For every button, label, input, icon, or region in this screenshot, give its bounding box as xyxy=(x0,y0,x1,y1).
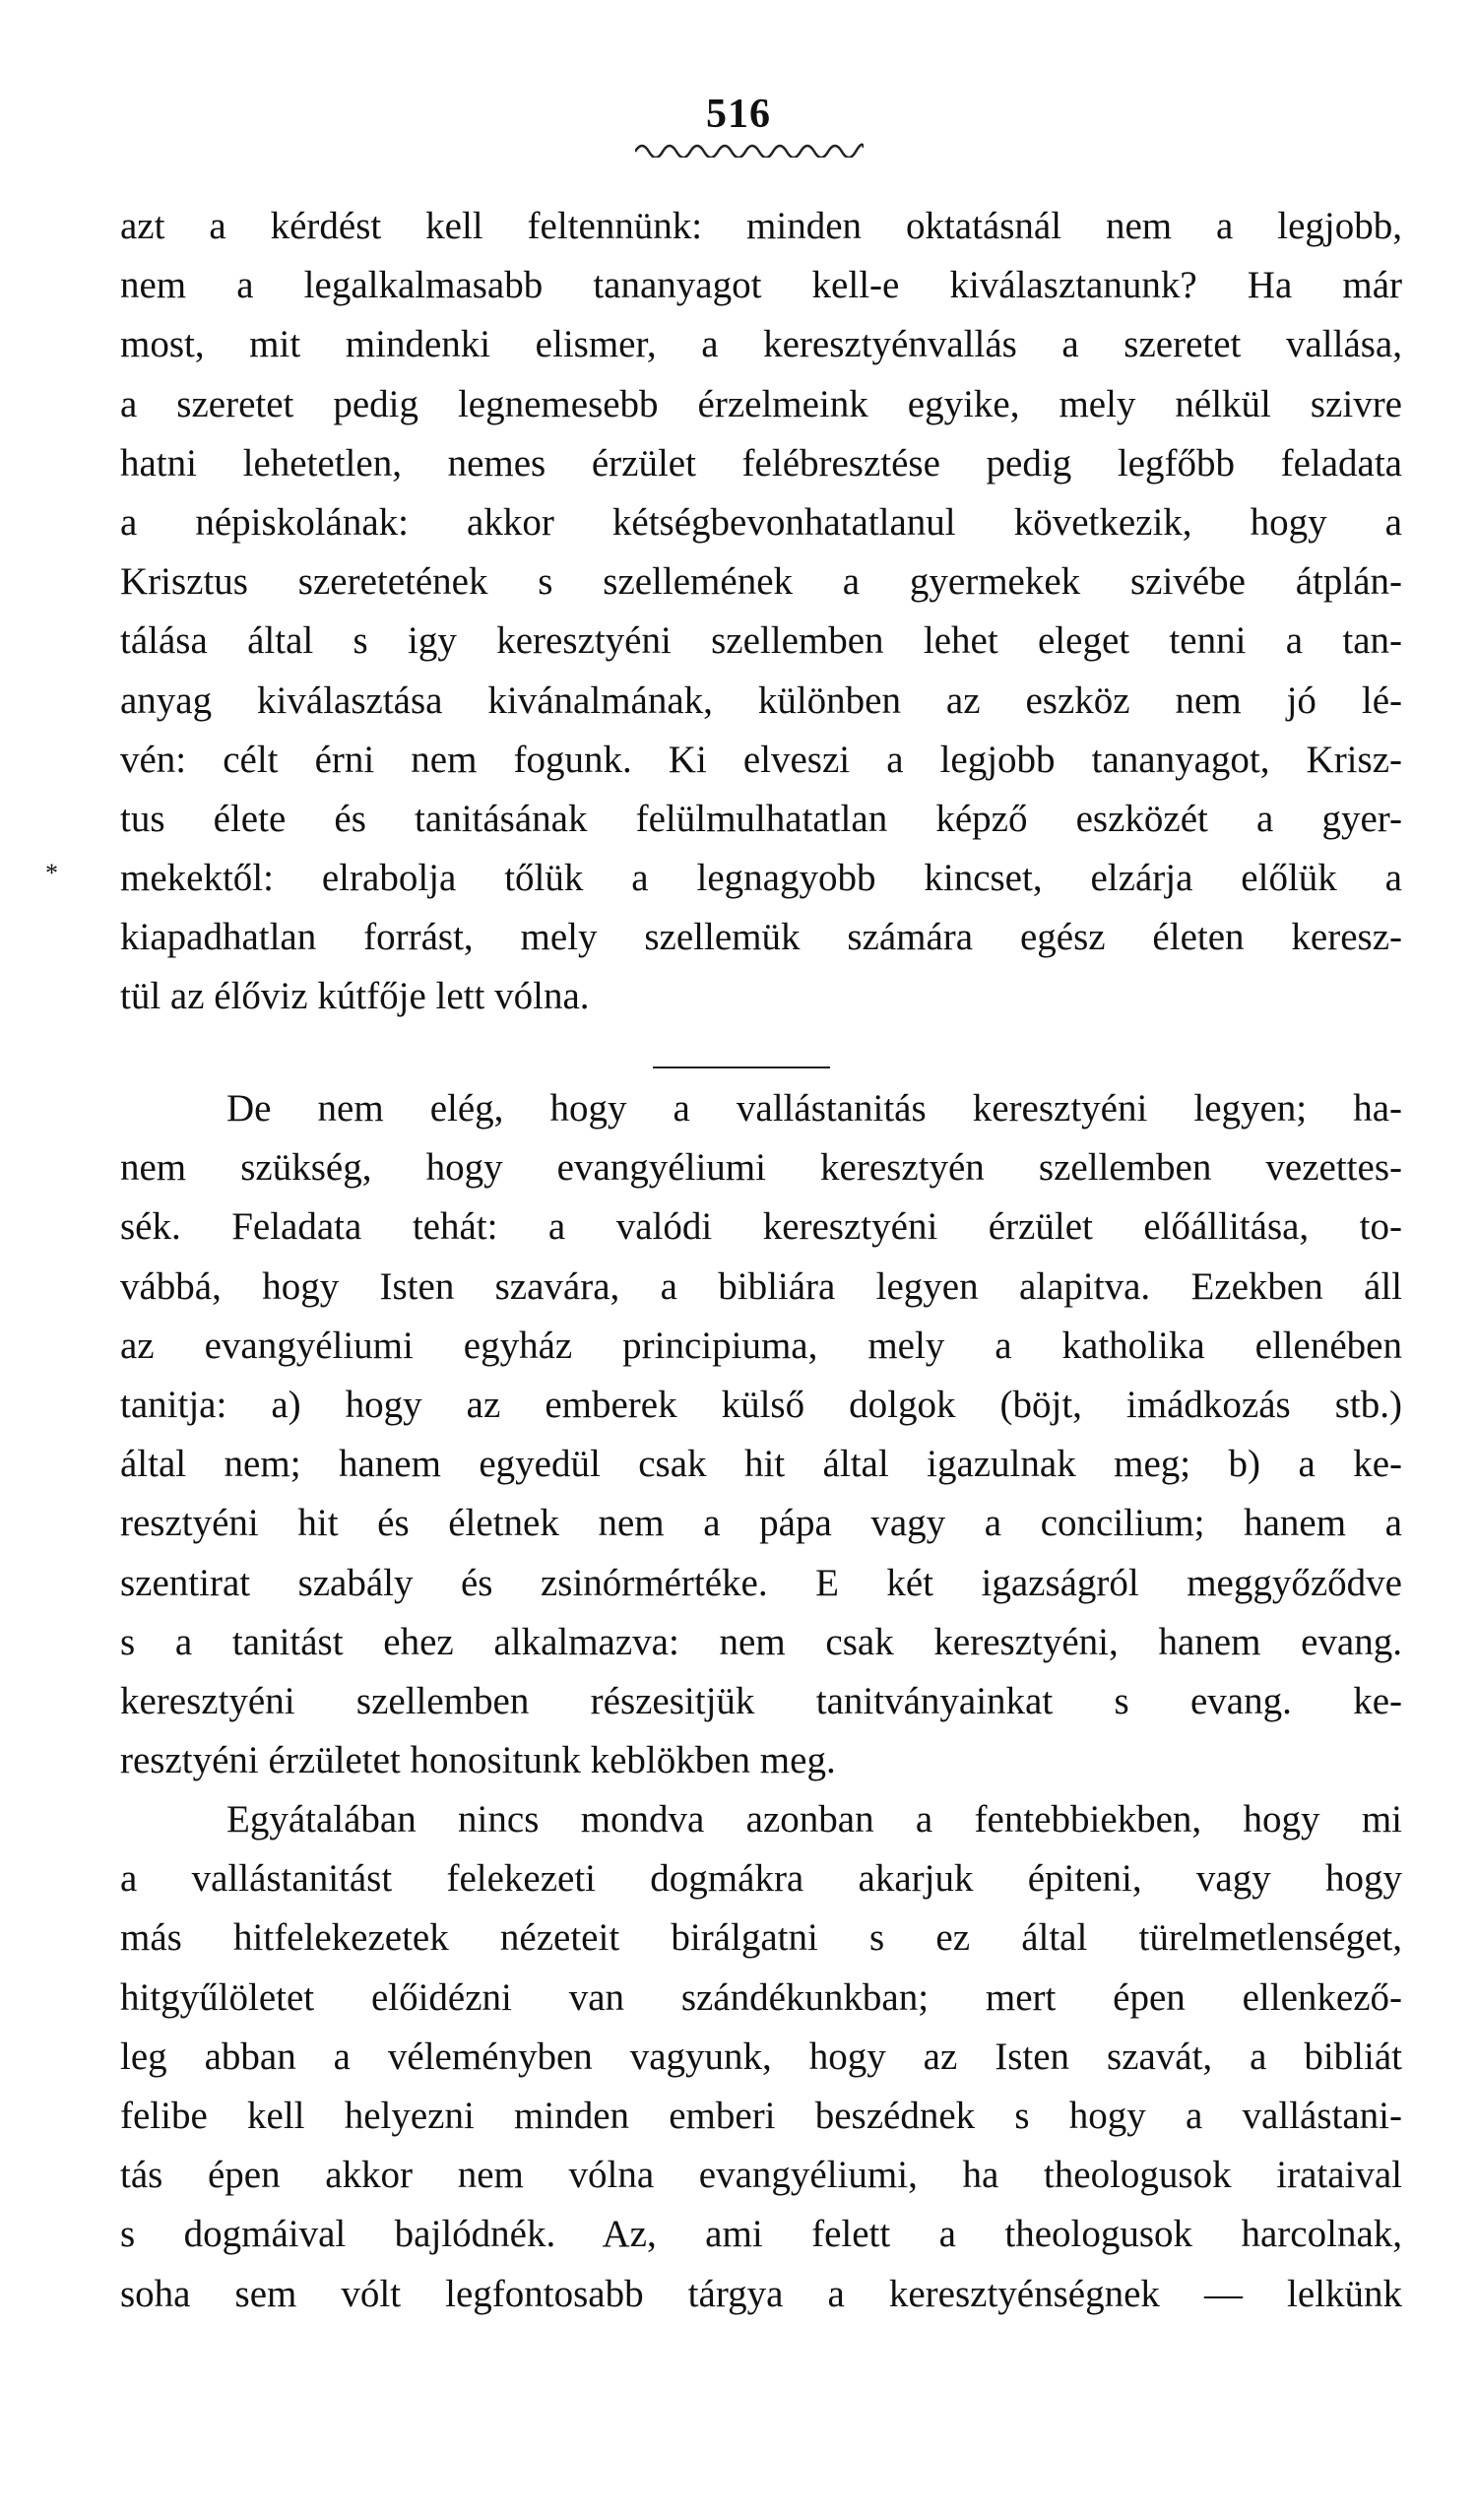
paragraph-line: által nem; hanem egyedül csak hit által igazulnak meg; b) a ke- xyxy=(120,1443,1402,1486)
paragraph-line: vábbá, hogy Isten szavára, a bibliára legyen alapitva. Ezekben áll xyxy=(120,1264,1402,1308)
paragraph-line: most, mit mindenki elismer, a keresztyénvallás a szeretet vallása, xyxy=(120,323,1402,366)
paragraph-line: hitgyűlöletet előidézni van szándékunkban; mert épen ellenkező- xyxy=(120,1975,1402,2019)
paragraph-line: más hitfelekezetek nézeteit birálgatni s ez által türelmetlenséget, xyxy=(120,1916,1402,1960)
paragraph-line: azt a kérdést kell feltennünk: minden oktatásnál nem a legjobb, xyxy=(120,205,1402,247)
wavy-ornament-icon xyxy=(635,138,864,158)
paragraph-line: az evangyéliumi egyház principiuma, mely a katholika ellenében xyxy=(120,1324,1402,1367)
paragraph-line: szentirat szabály és zsinórmértéke. E két igazságról meggyőződve xyxy=(120,1561,1402,1604)
page-number: 516 xyxy=(706,92,771,137)
paragraph-line: s a tanitást ehez alkalmazva: nem csak keresztyéni, hanem evang. xyxy=(120,1620,1402,1663)
paragraph-line: hatni lehetetlen, nemes érzület felébresztése pedig legfőbb feladata xyxy=(120,441,1402,485)
paragraph-line: tus élete és tanitásának felülmulhatatlan képző eszközét a gyer- xyxy=(120,797,1402,840)
paragraph-line: soha sem vólt legfontosabb tárgya a keresztyénségnek — lelkünk xyxy=(120,2272,1402,2315)
paragraph-line: resztyéni hit és életnek nem a pápa vagy a concilium; hanem a xyxy=(120,1502,1402,1545)
paragraph-line: resztyéni érzületet honositunk keblökben meg. xyxy=(120,1739,836,1782)
paragraph-line: a szeretet pedig legnemesebb érzelmeink egyike, mely nélkül szivre xyxy=(120,382,1402,425)
paragraph-line: De nem elég, hogy a vallástanitás keresztyéni legyen; ha- xyxy=(226,1087,1402,1130)
paragraph-line: mekektől: elrabolja tőlük a legnagyobb kincset, elzárja előlük a xyxy=(120,857,1402,900)
paragraph-3 xyxy=(120,1790,1402,2324)
paragraph-line: Krisztus szeretetének s szellemének a gyermekek szivébe átplán- xyxy=(120,560,1402,604)
paragraph-line: s dogmáival bajlódnék. Az, ami felett a theologusok harcolnak, xyxy=(120,2213,1402,2256)
paragraph-line: a népiskolának: akkor kétségbevonhatatlanul következik, hogy a xyxy=(120,500,1402,544)
marginal-mark: * xyxy=(45,859,58,887)
paragraph-line: vén: célt érni nem fogunk. Ki elveszi a legjobb tananyagot, Krisz- xyxy=(120,738,1402,781)
paragraph-line: kiapadhatlan forrást, mely szellemük számára egész életen keresz- xyxy=(120,916,1402,959)
paragraph-line: tanitja: a) hogy az emberek külső dolgok (böjt, imádkozás stb.) xyxy=(120,1383,1402,1426)
paragraph-1 xyxy=(120,197,1402,1027)
paragraph-2 xyxy=(120,1079,1402,1790)
paragraph-line: tás épen akkor nem vólna evangyéliumi, ha theologusok irataival xyxy=(120,2154,1402,2197)
paragraph-line: felibe kell helyezni minden emberi beszédnek s hogy a vallástani- xyxy=(120,2094,1402,2137)
paragraph-line: anyag kiválasztása kivánalmának, különben az eszköz nem jó lé- xyxy=(120,678,1402,722)
paragraph-line: a vallástanitást felekezeti dogmákra akarjuk épiteni, vagy hogy xyxy=(120,1857,1402,1901)
paragraph-line: keresztyéni szellemben részesitjük tanitványainkat s evang. ke- xyxy=(120,1679,1402,1722)
paragraph-line: nem szükség, hogy evangyéliumi keresztyén szellemben vezettes- xyxy=(120,1146,1402,1190)
paragraph-line: nem a legalkalmasabb tananyagot kell-e kiválasztanunk? Ha már xyxy=(120,264,1402,307)
section-separator xyxy=(653,1066,830,1068)
paragraph-line: leg abban a véleményben vagyunk, hogy az Isten szavát, a bibliát xyxy=(120,2035,1402,2078)
paragraph-line: tálása által s igy keresztyéni szellemben lehet eleget tenni a tan- xyxy=(120,619,1402,663)
paragraph-line: sék. Feladata tehát: a valódi keresztyéni érzület előállitása, to- xyxy=(120,1205,1402,1249)
paragraph-line: tül az élőviz kútfője lett vólna. xyxy=(120,975,590,1018)
paragraph-line: Egyátalában nincs mondva azonban a fentebbiekben, hogy mi xyxy=(226,1798,1402,1841)
